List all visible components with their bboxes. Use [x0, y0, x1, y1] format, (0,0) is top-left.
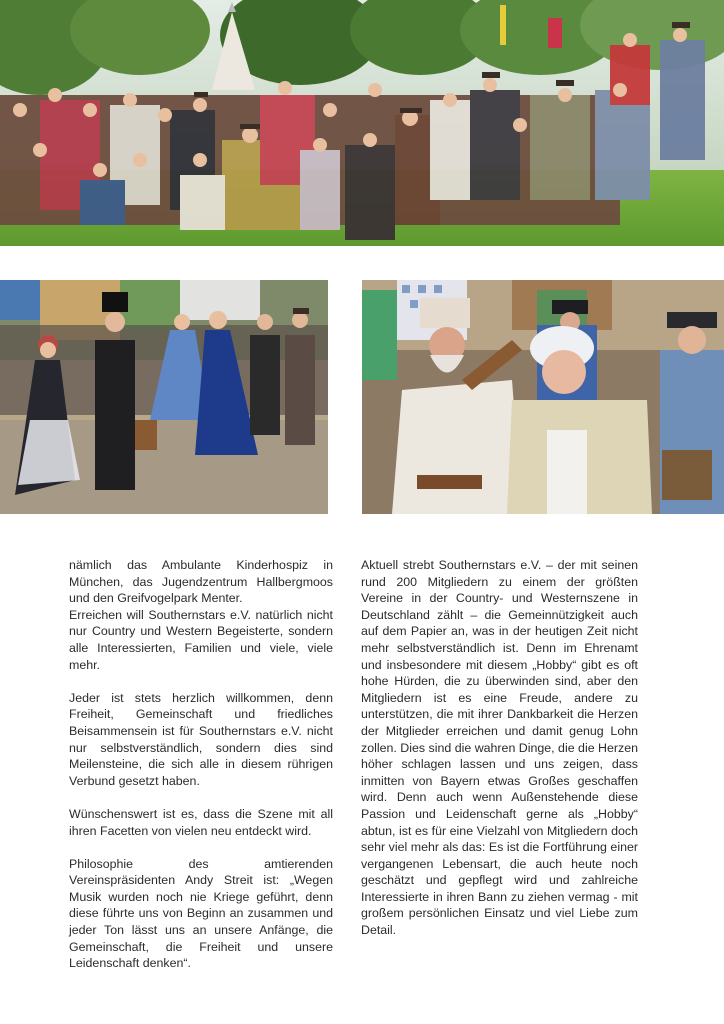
paragraph: Aktuell strebt Southernstars e.V. – der mit seinen rund 200 Mitgliedern zu einem der größten Vereine in der Country- und Westernszene in Deutschland zählt – die Gemeinnützigkeit auch auf dem Papier an, was in der heutigen Zeit nicht mehr selbstverständlich ist. Denn im Ehrenamt und insbesondere mit diesem „Hobby“ gibt es oft hohe Hürden, die zu überwinden sind, aber den Mitgliedern ist es eine Freude, andere zu unterstützen, die mit ihrer Dankbarkeit die Herzen der Mitglieder erreichen und damit genug Lohn zollen. Dies sind die wahren Dinge, die die Herzen höher schlagen lassen und uns zeigen, dass inmitten von Bayern etwas Großes geschaffen wird. Denn auch wenn Außenstehende diese Passion und Leidenschaft gerne als „Hobby“ abtun, ist es für eine Vielzahl von Mitgliedern doch sehr viel mehr als das: Es ist die Fortführung einer vergangenen Lebensart, die auch heute noch geschätzt und gepflegt wird und zahlreiche Interessierte in ihren Bann zu ziehen vermag - mit großem persönlichen Einsatz und viel Liebe zum Detail. [361, 558, 638, 938]
paragraph: Erreichen will Southernstars e.V. natürlich nicht nur Country und Western Begeisterte, sondern alle Interessierten, Familien und viele, viele mehr. [69, 607, 333, 672]
paragraph: Wünschenswert ist es, dass die Szene mit all ihren Facetten von vielen neu entdeckt wird. [69, 806, 333, 838]
ball-photo [0, 280, 328, 514]
article-column-right [361, 557, 638, 955]
paragraph: nämlich das Ambulante Kinderhospiz in München, das Jugendzentrum Hallbergmoos und den Greifvogelpark Menter. [69, 558, 333, 606]
group-photo [0, 0, 724, 246]
paragraph: Jeder ist stets herzlich willkommen, denn Freiheit, Gemeinschaft und friedliches Beisammensein ist für Southernstars e.V. nicht nur selbstverständlich, sondern dies sind Meilensteine, die sich alle in diesem rührigen Verbund gesetzt haben. [69, 690, 333, 788]
article-column-left [69, 557, 333, 988]
paragraph: Philosophie des amtierenden Vereinspräsidenten Andy Streit ist: „Wegen Musik wurden noch nie Kriege geführt, denn diese führte uns von Beginn an zusammen und jeder Ton lässt uns an unsere Anfänge, die Gemeinschaft, die Freiheit und unsere Leidenschaft denken“. [69, 856, 333, 971]
costume-photo [362, 280, 724, 514]
